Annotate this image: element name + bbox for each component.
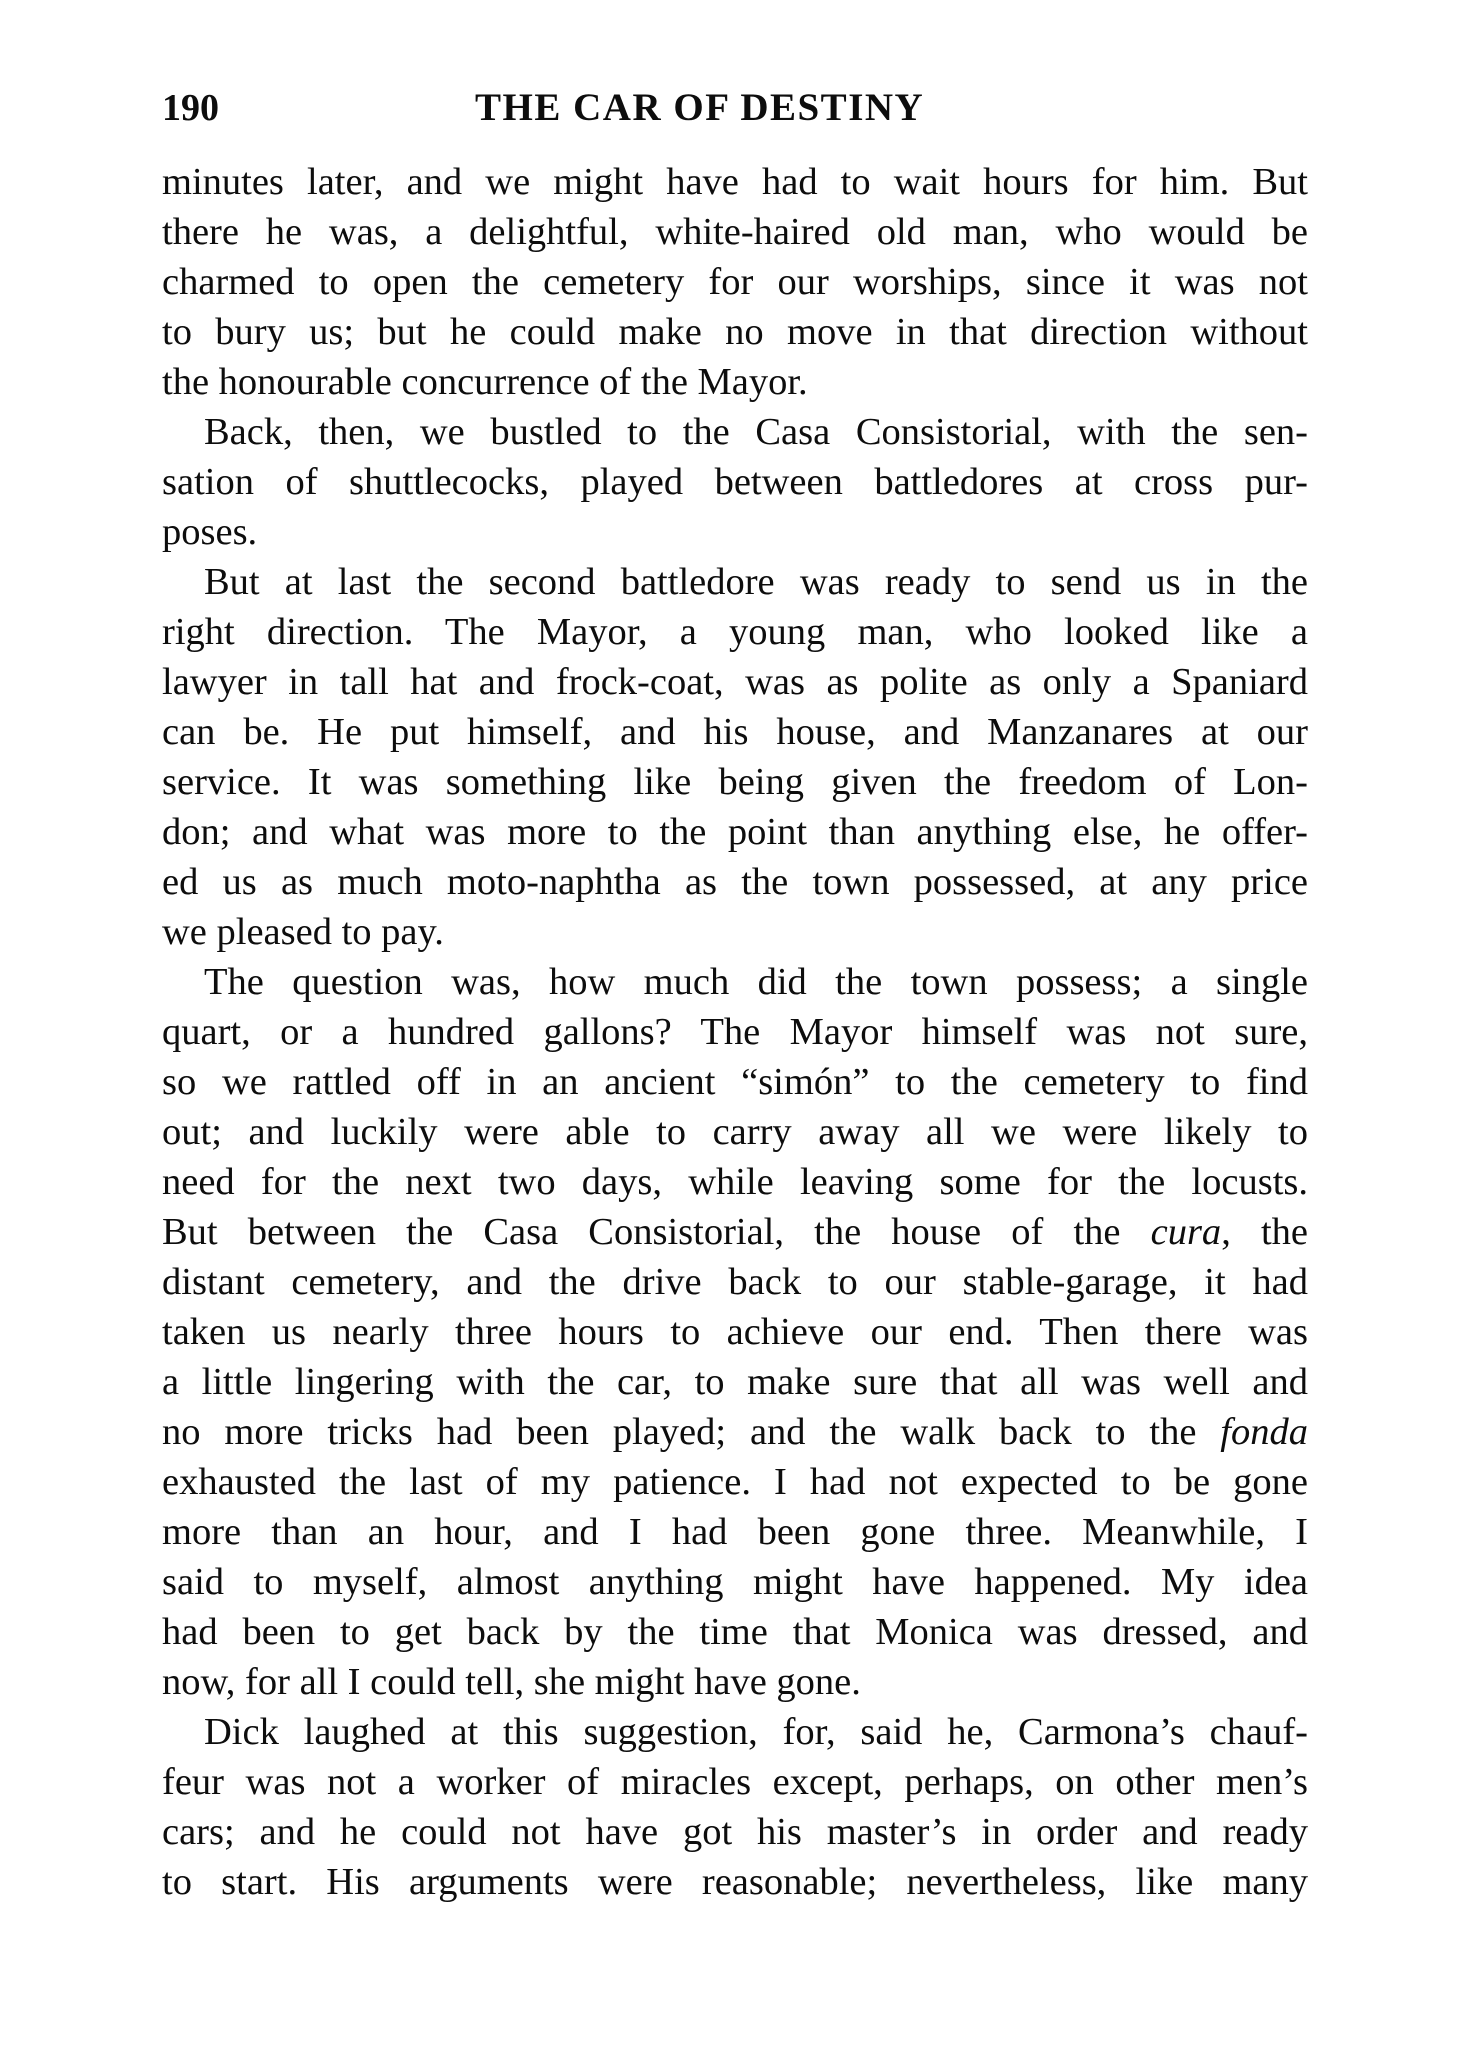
body-text	[162, 157, 1308, 1907]
text-line: ed us as much moto-naphtha as the town possessed, at any price	[162, 861, 1308, 903]
text-line: distant cemetery, and the drive back to our stable-garage, it had	[162, 1261, 1308, 1303]
text-line: had been to get back by the time that Monica was dressed, and	[162, 1611, 1308, 1653]
paragraph	[162, 407, 1308, 557]
text-line: need for the next two days, while leaving some for the locusts.	[162, 1161, 1308, 1203]
text-line: out; and luckily were able to carry away all we were likely to	[162, 1111, 1308, 1153]
text-line: a little lingering with the car, to make sure that all was well and	[162, 1361, 1308, 1403]
text-line: exhausted the last of my patience. I had not expected to be gone	[162, 1461, 1308, 1503]
page-number: 190	[162, 87, 219, 129]
running-head	[162, 86, 1308, 130]
text-line: more than an hour, and I had been gone three. Meanwhile, I	[162, 1511, 1308, 1553]
text-line: charmed to open the cemetery for our worships, since it was not	[162, 261, 1308, 303]
italic-word: cura	[1150, 1211, 1222, 1253]
text-line: Back, then, we bustled to the Casa Consistorial, with the sen-	[204, 411, 1308, 453]
text-line: service. It was something like being given the freedom of Lon-	[162, 761, 1308, 803]
text-line: poses.	[162, 511, 258, 553]
text-line: But between the Casa Consistorial, the house of the cura, the	[162, 1211, 1308, 1253]
text-line: lawyer in tall hat and frock-coat, was as polite as only a Spaniard	[162, 661, 1308, 703]
text-line: to start. His arguments were reasonable; nevertheless, like many	[162, 1861, 1308, 1903]
text-line: we pleased to pay.	[162, 911, 444, 953]
text-line: sation of shuttlecocks, played between battledores at cross pur-	[162, 461, 1308, 503]
text-line: cars; and he could not have got his master’s in order and ready	[162, 1811, 1308, 1853]
text-line: the honourable concurrence of the Mayor.	[162, 361, 808, 403]
text-line: no more tricks had been played; and the walk back to the fonda	[162, 1411, 1308, 1453]
italic-word: fonda	[1220, 1411, 1308, 1453]
text-line: now, for all I could tell, she might have gone.	[162, 1661, 861, 1703]
paragraph	[162, 1707, 1308, 1907]
text-line: can be. He put himself, and his house, and Manzanares at our	[162, 711, 1308, 753]
text-line: taken us nearly three hours to achieve our end. Then there was	[162, 1311, 1308, 1353]
paragraph	[162, 157, 1308, 407]
text-line: The question was, how much did the town possess; a single	[204, 961, 1308, 1003]
text-line: so we rattled off in an ancient “simón” to the cemetery to find	[162, 1061, 1308, 1103]
running-title: THE CAR OF DESTINY	[475, 86, 925, 129]
text-line: right direction. The Mayor, a young man, who looked like a	[162, 611, 1308, 653]
text-line: to bury us; but he could make no move in that direction without	[162, 311, 1308, 353]
text-line: quart, or a hundred gallons? The Mayor himself was not sure,	[162, 1011, 1308, 1053]
paragraph	[162, 557, 1308, 957]
paragraph	[162, 957, 1308, 1707]
text-line: said to myself, almost anything might have happened. My idea	[162, 1561, 1308, 1603]
text-line: But at last the second battledore was ready to send us in the	[204, 561, 1308, 603]
text-line: don; and what was more to the point than anything else, he offer-	[162, 811, 1308, 853]
text-line: Dick laughed at this suggestion, for, said he, Carmona’s chauf-	[204, 1711, 1308, 1753]
text-line: minutes later, and we might have had to wait hours for him. But	[162, 161, 1308, 203]
text-line: feur was not a worker of miracles except, perhaps, on other men’s	[162, 1761, 1308, 1803]
text-line: there he was, a delightful, white-haired old man, who would be	[162, 211, 1308, 253]
